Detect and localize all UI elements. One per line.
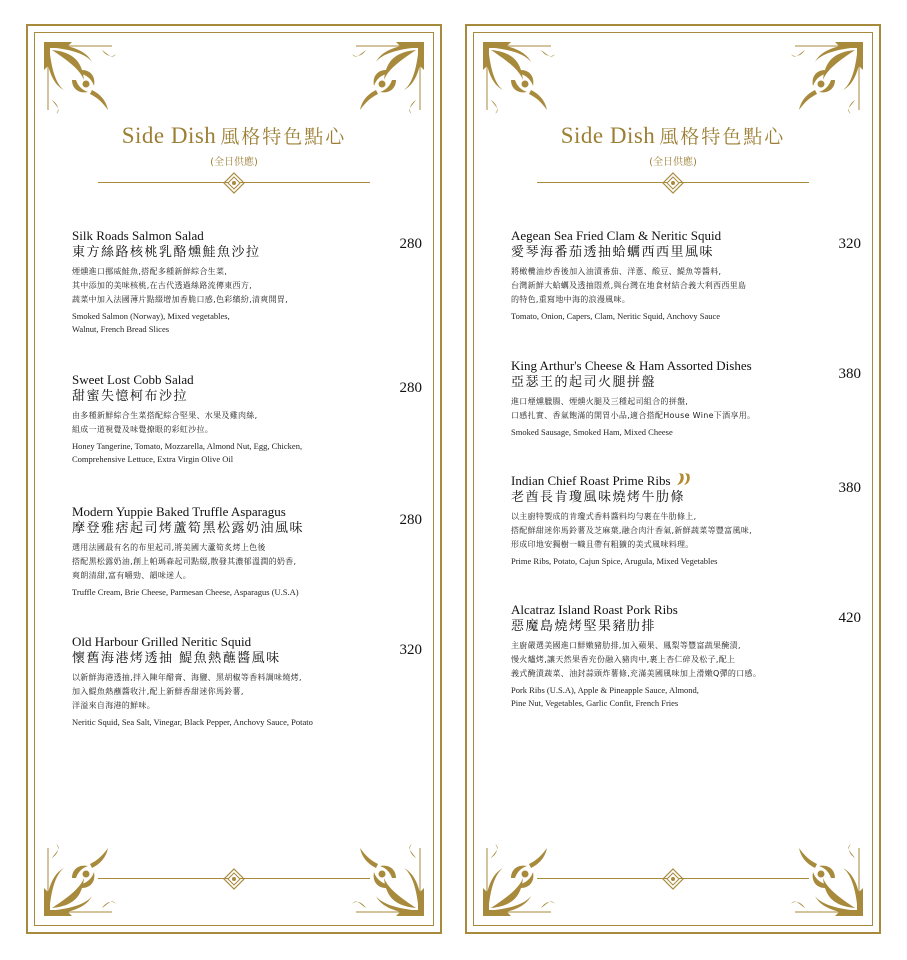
- item-name-en: Modern Yuppie Baked Truffle Asparagus: [72, 504, 286, 519]
- menu-item: [511, 228, 861, 323]
- item-name-en: King Arthur's Cheese & Ham Assorted Dishes: [511, 358, 752, 373]
- item-name-zh: 惡魔島燒烤堅果豬肋排: [511, 619, 657, 634]
- item-price: 320: [399, 642, 422, 658]
- item-ingredients: Truffle Cream, Brie Cheese, Parmesan Cheese, Asparagus (U.S.A): [72, 587, 299, 597]
- item-ingredients: Neritic Squid, Sea Salt, Vinegar, Black Pepper, Anchovy Sauce, Potato: [72, 717, 313, 727]
- item-description: 煙燻進口挪威鮭魚,搭配多種新鮮綜合生菜, 其中添加的美味核桃,在古代透過絲路流傳東西方, 蔬菜中加入法國薄片點綴增加香脆口感,色彩繽紛,清爽開胃,: [72, 267, 289, 304]
- item-price: 320: [838, 236, 861, 252]
- item-description: 以新鮮海港透抽,拌入陳年醋膏、海鹽、黑胡椒等香料調味燒烤, 加入鯷魚熱蘸醬收汁,配上新鮮香甜迷你馬鈴薯, 洋溢來自海港的鮮味。: [72, 673, 302, 710]
- item-price: 280: [399, 236, 422, 252]
- item-price: 280: [399, 512, 422, 528]
- menu-page-right: [465, 24, 881, 934]
- item-name-zh: 摩登雅痞起司烤蘆筍黑松露奶油風味: [72, 521, 305, 536]
- menu-item: [72, 372, 422, 466]
- item-description: 進口煙燻臘腸、煙燻火腿及三種起司組合的拼盤, 口感扎實、香氣飽滿的開胃小品,適合搭配House Wine下酒享用。: [511, 397, 756, 420]
- item-description: 將橄欖油炒香後加入油漬番茄、洋蔥、酸豆、鯷魚等醬料, 台灣新鮮大蛤蠣及透抽悶煮,與台灣在地食材結合義大利西西里島 的特色,重寫地中海的浪漫風味。: [511, 267, 747, 304]
- item-name-en: Alcatraz Island Roast Pork Ribs: [511, 602, 678, 617]
- diamond-ornament-icon: [662, 172, 684, 194]
- item-price: 280: [399, 380, 422, 396]
- chili-pepper-icon: [676, 472, 692, 486]
- item-name-en: Old Harbour Grilled Neritic Squid: [72, 634, 252, 649]
- divider: [98, 172, 370, 194]
- item-description: 選用法國最有名的布里起司,將美國大蘆筍炙烤上色後 搭配黑松露奶油,創上帕瑪森起司點綴,散發其濃郁溫潤的奶香, 爽朗清甜,富有嚼勁、韻味迷人。: [72, 543, 297, 580]
- menu-item: [72, 504, 422, 599]
- item-name-zh: 亞瑟王的起司火腿拼盤: [511, 375, 657, 390]
- item-name-zh: 老酋長肯瓊風味燒烤牛肋條: [511, 490, 686, 505]
- item-name-zh: 東方絲路核桃乳酪燻鮭魚沙拉: [72, 245, 261, 260]
- item-price: 420: [838, 610, 861, 626]
- diamond-ornament-icon: [662, 868, 684, 890]
- item-description: 以主廚特製成的肯瓊式香料醬料均勻裹在牛肋條上, 搭配鮮甜迷你馬鈴薯及芝麻葉,融合肉汁香氣,新鮮蔬菜等豐富風味, 形成印地安獨樹一幟且帶有粗獷的美式風味料理。: [511, 512, 752, 549]
- divider: [537, 868, 809, 890]
- item-name-en: Sweet Lost Cobb Salad: [72, 372, 194, 387]
- page-heading: [467, 122, 879, 168]
- menu-page-left: [26, 24, 442, 934]
- page-subtitle: (全日供應): [649, 157, 697, 168]
- item-description: 主廚嚴選美國進口鮮嫩豬肋排,加入蘋果、鳳梨等豐富蔬果醃漬, 慢火爐烤,讓天然果香充份融入豬肉中,裹上杏仁碎及松子,配上 義式醃漬蔬菜、油封蒜頭炸薯條,充滿美國風味加上滑嫩Q彈的口感。: [511, 641, 762, 678]
- diamond-ornament-icon: [223, 868, 245, 890]
- item-name-zh: 甜蜜失憶柯布沙拉: [72, 389, 189, 404]
- item-ingredients: Pork Ribs (U.S.A), Apple & Pineapple Sauce, Almond, Pine Nut, Vegetables, Garlic Confit, French Fries: [511, 685, 699, 708]
- item-name-zh: 懷舊海港烤透抽 鯷魚熱蘸醬風味: [72, 651, 281, 666]
- item-name-en: Aegean Sea Fried Clam & Neritic Squid: [511, 228, 722, 243]
- menu-item: [72, 228, 422, 336]
- menu-item: [72, 634, 422, 729]
- item-name-en: Silk Roads Salmon Salad: [72, 228, 204, 243]
- item-description: 由多種新鮮綜合生菜搭配綜合堅果、水果及雞肉絲, 組成一道視覺及味覺撩眼的彩虹沙拉。: [72, 411, 258, 434]
- page-heading: [28, 122, 440, 168]
- item-ingredients: Smoked Sausage, Smoked Ham, Mixed Cheese: [511, 427, 673, 437]
- item-name-zh: 愛琴海番茄透抽蛤蠣西西里風味: [511, 245, 715, 260]
- ornament-corner-icon: [481, 40, 565, 124]
- item-name-en: Indian Chief Roast Prime Ribs: [511, 472, 841, 488]
- menu-item: [511, 602, 861, 710]
- menu-item: [511, 472, 861, 568]
- item-price: 380: [838, 480, 861, 496]
- ornament-corner-icon: [42, 40, 126, 124]
- page-subtitle: (全日供應): [210, 157, 258, 168]
- diamond-ornament-icon: [223, 172, 245, 194]
- item-ingredients: Prime Ribs, Potato, Cajun Spice, Arugula, Mixed Vegetables: [511, 556, 718, 566]
- item-price: 380: [838, 366, 861, 382]
- page-title: Side Dish 風格特色點心: [560, 123, 786, 148]
- item-ingredients: Honey Tangerine, Tomato, Mozzarella, Almond Nut, Egg, Chicken, Comprehensive Lettuce, Extra Virgin Olive Oil: [72, 441, 303, 464]
- divider: [98, 868, 370, 890]
- page-title: Side Dish 風格特色點心: [121, 123, 347, 148]
- menu-item: [511, 358, 861, 439]
- item-ingredients: Tomato, Onion, Capers, Clam, Neritic Squid, Anchovy Sauce: [511, 311, 721, 321]
- item-ingredients: Smoked Salmon (Norway), Mixed vegetables, Walnut, French Bread Slices: [72, 311, 230, 334]
- ornament-corner-icon: [342, 40, 426, 124]
- divider: [537, 172, 809, 194]
- ornament-corner-icon: [781, 40, 865, 124]
